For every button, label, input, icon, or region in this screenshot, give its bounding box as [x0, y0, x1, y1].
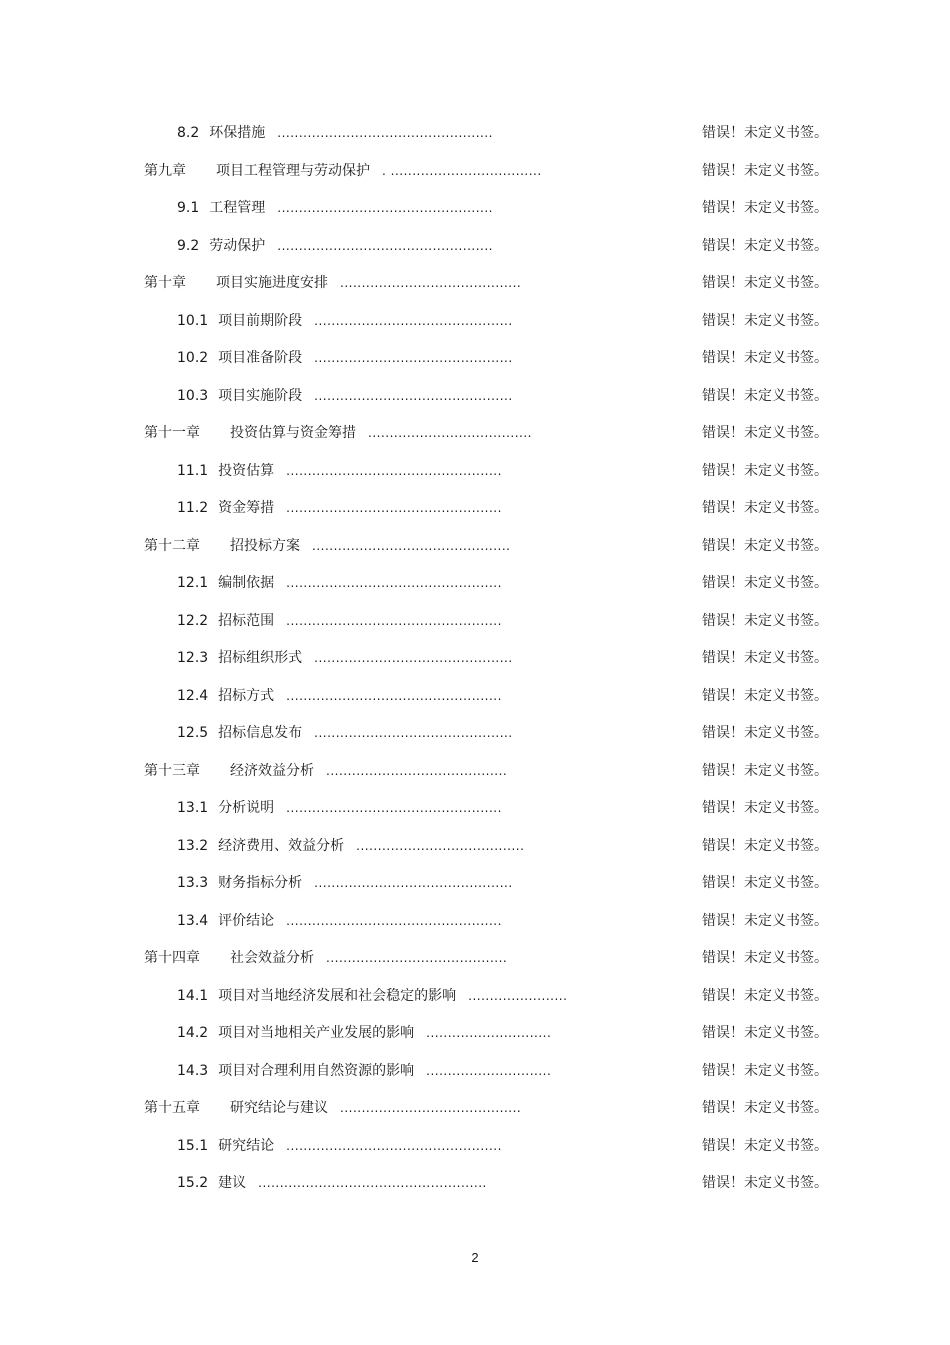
toc-section-entry[interactable]: [0, 1015, 950, 1053]
toc-entry-number: 13.1: [177, 800, 209, 816]
toc-entry-title: 项目准备阶段: [218, 350, 303, 366]
toc-leader-dots: ..................................................: [286, 801, 502, 815]
toc-leader-dots: ..................................................: [286, 613, 502, 628]
toc-section-entry[interactable]: [0, 115, 950, 153]
toc-entry-number: 第十四章: [144, 950, 200, 966]
toc-page-reference: 错误！未定义书签。: [702, 837, 828, 854]
toc-leader-dots: ..........................................: [326, 763, 508, 778]
toc-page-reference: 错误！未定义书签。: [702, 575, 828, 591]
toc-leader-dots: .....................................................: [258, 1176, 487, 1190]
toc-entry-number: 8.2: [177, 125, 200, 141]
toc-entry-label: [177, 303, 513, 341]
toc-entry-title: 投资估算: [218, 462, 275, 479]
toc-leader-dots: ..................................................: [286, 501, 502, 515]
toc-entry-label: [144, 940, 507, 978]
toc-entry-label: [177, 1015, 551, 1053]
toc-entry-title: 资金筹措: [218, 500, 275, 516]
toc-page-reference: 错误！未定义书签。: [702, 312, 828, 329]
toc-section-entry[interactable]: [0, 903, 950, 941]
toc-entry-number: 14.1: [177, 987, 209, 1004]
toc-page-reference: 错误！未定义书签。: [702, 950, 828, 966]
toc-leader-dots: ..................................................: [286, 463, 502, 478]
toc-chapter-entry[interactable]: [0, 753, 950, 791]
toc-leader-dots: ..................................................: [277, 201, 493, 215]
toc-entry-number: 12.5: [177, 725, 209, 741]
toc-page-reference: 错误！未定义书签。: [702, 912, 828, 929]
toc-entry-title: 社会效益分析: [230, 950, 314, 966]
toc-section-entry[interactable]: [0, 490, 950, 528]
toc-leader-dots: ..................................................: [286, 913, 502, 928]
toc-entry-number: 11.2: [177, 500, 209, 516]
toc-entry-title: 招投标方案: [230, 537, 300, 554]
toc-chapter-entry[interactable]: [0, 528, 950, 566]
toc-page-reference: 错误！未定义书签。: [702, 1100, 828, 1116]
toc-entry-label: [177, 603, 502, 641]
toc-entry-label: [177, 490, 502, 528]
toc-leader-dots: ..............................................: [312, 538, 511, 553]
toc-section-entry[interactable]: [0, 790, 950, 828]
toc-entry-number: 12.1: [177, 575, 209, 591]
toc-entry-number: 第十三章: [144, 762, 200, 779]
toc-page-reference: 错误！未定义书签。: [702, 987, 828, 1004]
toc-entry-number: 11.1: [177, 462, 209, 479]
toc-entry-title: 研究结论: [218, 1137, 275, 1154]
toc-entry-number: 第九章: [144, 162, 186, 179]
toc-chapter-entry[interactable]: [0, 153, 950, 191]
toc-leader-dots: ..........................................: [326, 951, 508, 965]
toc-entry-label: [177, 678, 502, 716]
toc-entry-number: 13.2: [177, 837, 209, 854]
toc-entry-label: [177, 453, 502, 491]
toc-entry-title: 财务指标分析: [218, 875, 303, 891]
toc-entry-label: [177, 865, 513, 903]
toc-section-entry[interactable]: [0, 303, 950, 341]
toc-page-reference: 错误！未定义书签。: [702, 875, 828, 891]
toc-section-entry[interactable]: [0, 378, 950, 416]
toc-entry-title: 招标组织形式: [218, 650, 303, 666]
toc-section-entry[interactable]: [0, 603, 950, 641]
toc-leader-dots: ..............................................: [314, 726, 513, 740]
toc-entry-title: 项目对当地相关产业发展的影响: [218, 1025, 415, 1041]
toc-entry-title: 项目工程管理与劳动保护: [216, 162, 370, 179]
toc-entry-label: [177, 565, 502, 603]
toc-entry-title: 劳动保护: [209, 237, 266, 254]
toc-page-reference: 错误！未定义书签。: [702, 1175, 828, 1191]
toc-page-reference: 错误！未定义书签。: [702, 200, 828, 216]
toc-section-entry[interactable]: [0, 190, 950, 228]
toc-entry-number: 12.4: [177, 687, 209, 704]
toc-entry-title: 投资估算与资金筹措: [230, 425, 356, 441]
page-number: 2: [471, 1250, 479, 1265]
toc-entry-label: [177, 115, 493, 153]
toc-entry-label: [144, 153, 542, 191]
toc-section-entry[interactable]: [0, 978, 950, 1016]
toc-entry-title: 编制依据: [218, 575, 275, 591]
toc-leader-dots: ..............................................: [314, 351, 513, 365]
toc-entry-label: [144, 753, 507, 791]
toc-page-reference: 错误！未定义书签。: [702, 462, 828, 479]
toc-entry-label: [177, 378, 513, 416]
toc-section-entry[interactable]: [0, 340, 950, 378]
toc-entry-label: [177, 1165, 487, 1203]
toc-entry-label: [177, 640, 513, 678]
toc-entry-number: 15.1: [177, 1137, 209, 1154]
toc-page-reference: 错误！未定义书签。: [702, 1062, 828, 1079]
toc-leader-dots: .............................: [426, 1026, 552, 1040]
toc-section-entry[interactable]: [0, 1128, 950, 1166]
toc-entry-title: 项目对当地经济发展和社会稳定的影响: [218, 987, 457, 1004]
toc-section-entry[interactable]: [0, 453, 950, 491]
toc-entry-number: 15.2: [177, 1175, 209, 1191]
toc-entry-label: [177, 1053, 551, 1091]
toc-leader-dots: ..................................................: [277, 238, 493, 253]
toc-page-reference: 错误！未定义书签。: [702, 1025, 828, 1041]
toc-chapter-entry[interactable]: [0, 265, 950, 303]
toc-page-reference: 错误！未定义书签。: [702, 275, 828, 291]
toc-section-entry[interactable]: [0, 565, 950, 603]
toc-entry-number: 13.3: [177, 875, 209, 891]
toc-entry-title: 项目前期阶段: [218, 312, 303, 329]
toc-leader-dots: ......................................: [368, 426, 532, 440]
toc-page-reference: 错误！未定义书签。: [702, 725, 828, 741]
toc-leader-dots: ..................................................: [286, 1138, 502, 1153]
toc-section-entry[interactable]: [0, 640, 950, 678]
toc-entry-title: 建议: [218, 1175, 247, 1191]
table-of-contents: [0, 115, 950, 1203]
toc-leader-dots: ..............................................: [314, 313, 513, 328]
toc-chapter-entry[interactable]: [0, 940, 950, 978]
toc-page-reference: 错误！未定义书签。: [702, 1137, 828, 1154]
toc-chapter-entry[interactable]: [0, 415, 950, 453]
toc-leader-dots: . ...................................: [382, 163, 542, 178]
toc-entry-title: 招标范围: [218, 612, 275, 629]
toc-leader-dots: ..............................................: [314, 876, 513, 890]
toc-page-reference: 错误！未定义书签。: [702, 612, 828, 629]
toc-entry-title: 环保措施: [209, 125, 266, 141]
toc-entry-label: [177, 190, 493, 228]
toc-section-entry[interactable]: [0, 1053, 950, 1091]
toc-entry-title: 经济费用、效益分析: [218, 837, 345, 854]
toc-entry-number: 14.3: [177, 1062, 209, 1079]
toc-entry-label: [144, 1090, 521, 1128]
toc-entry-label: [177, 790, 502, 828]
toc-entry-title: 项目实施阶段: [218, 387, 303, 404]
toc-entry-number: 14.2: [177, 1025, 209, 1041]
toc-entry-label: [177, 903, 502, 941]
toc-entry-number: 13.4: [177, 912, 209, 929]
toc-section-entry[interactable]: [0, 678, 950, 716]
toc-section-entry[interactable]: [0, 865, 950, 903]
toc-entry-number: 第十一章: [144, 425, 200, 441]
toc-entry-title: 工程管理: [209, 200, 266, 216]
toc-entry-label: [144, 415, 532, 453]
toc-entry-number: 12.2: [177, 612, 209, 629]
toc-page-reference: 错误！未定义书签。: [702, 500, 828, 516]
toc-page-reference: 错误！未定义书签。: [702, 650, 828, 666]
toc-leader-dots: .......................: [468, 988, 568, 1003]
toc-chapter-entry[interactable]: [0, 1090, 950, 1128]
toc-page-reference: 错误！未定义书签。: [702, 162, 828, 179]
toc-page-reference: 错误！未定义书签。: [702, 350, 828, 366]
toc-leader-dots: ..................................................: [286, 688, 502, 703]
toc-section-entry[interactable]: [0, 1165, 950, 1203]
toc-entry-number: 10.1: [177, 312, 209, 329]
toc-entry-number: 12.3: [177, 650, 209, 666]
toc-entry-number: 第十章: [144, 275, 186, 291]
toc-leader-dots: ..................................................: [286, 576, 502, 590]
toc-page-reference: 错误！未定义书签。: [702, 237, 828, 254]
toc-entry-label: [177, 228, 493, 266]
toc-section-entry[interactable]: [0, 715, 950, 753]
toc-entry-title: 项目对合理利用自然资源的影响: [218, 1062, 415, 1079]
toc-page-reference: 错误！未定义书签。: [702, 687, 828, 704]
toc-entry-label: [177, 340, 513, 378]
toc-entry-label: [144, 528, 510, 566]
toc-entry-title: 招标方式: [218, 687, 275, 704]
toc-page-reference: 错误！未定义书签。: [702, 125, 828, 141]
toc-entry-label: [177, 828, 524, 866]
toc-leader-dots: ..........................................: [340, 276, 522, 290]
toc-entry-number: 9.2: [177, 237, 200, 254]
toc-entry-label: [177, 1128, 502, 1166]
toc-entry-title: 项目实施进度安排: [216, 275, 328, 291]
toc-entry-number: 10.2: [177, 350, 209, 366]
toc-entry-title: 招标信息发布: [218, 725, 303, 741]
toc-entry-number: 10.3: [177, 387, 209, 404]
toc-entry-title: 评价结论: [218, 912, 275, 929]
toc-entry-label: [177, 715, 513, 753]
toc-entry-number: 第十五章: [144, 1100, 200, 1116]
toc-entry-title: 经济效益分析: [230, 762, 314, 779]
toc-leader-dots: .............................: [426, 1063, 552, 1078]
toc-entry-label: [177, 978, 567, 1016]
toc-leader-dots: ..............................................: [314, 388, 513, 403]
toc-leader-dots: ..................................................: [277, 126, 493, 140]
toc-page-reference: 错误！未定义书签。: [702, 800, 828, 816]
toc-page-reference: 错误！未定义书签。: [702, 425, 828, 441]
toc-leader-dots: ..........................................: [340, 1101, 522, 1115]
toc-leader-dots: .......................................: [356, 838, 525, 853]
toc-page-reference: 错误！未定义书签。: [702, 537, 828, 554]
toc-entry-label: [144, 265, 521, 303]
toc-section-entry[interactable]: [0, 828, 950, 866]
toc-entry-number: 9.1: [177, 200, 200, 216]
toc-entry-title: 研究结论与建议: [230, 1100, 328, 1116]
toc-entry-title: 分析说明: [218, 800, 275, 816]
toc-entry-number: 第十二章: [144, 537, 200, 554]
toc-leader-dots: ..............................................: [314, 651, 513, 665]
toc-section-entry[interactable]: [0, 228, 950, 266]
toc-page-reference: 错误！未定义书签。: [702, 387, 828, 404]
toc-page-reference: 错误！未定义书签。: [702, 762, 828, 779]
